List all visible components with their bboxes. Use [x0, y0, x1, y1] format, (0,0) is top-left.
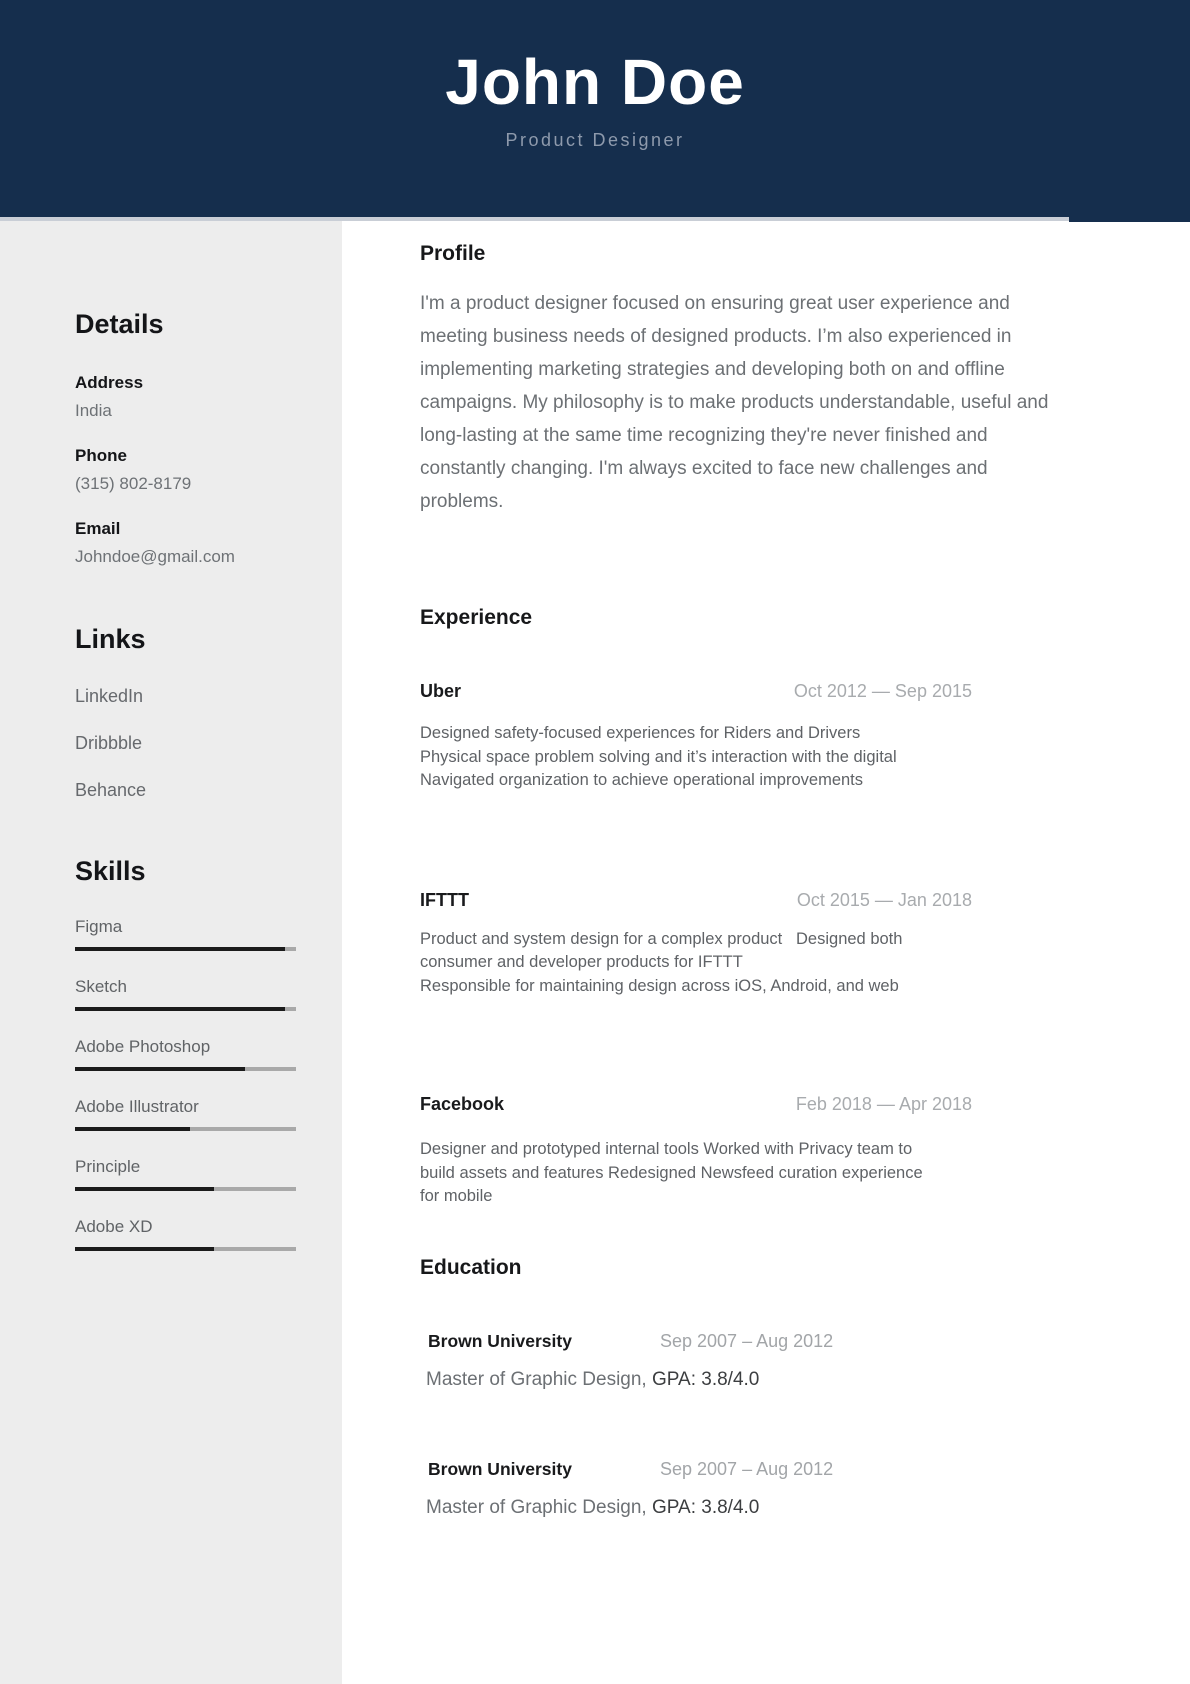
description-line: Product and system design for a complex product Designed both	[420, 929, 903, 948]
skill-label: Figma	[75, 917, 123, 936]
profile-heading: Profile	[420, 242, 486, 265]
skill-bar-fill	[75, 1187, 214, 1191]
link-behance[interactable]: Behance	[75, 780, 147, 800]
phone-label: Phone	[75, 446, 127, 465]
sidebar	[0, 221, 342, 1684]
experience-entry-uber	[420, 679, 1070, 793]
employment-dates: Oct 2015 — Jan 2018	[796, 889, 972, 910]
description-line: Navigated organization to achieve operational improvements	[420, 771, 864, 789]
skill-bar-track	[75, 1007, 296, 1011]
school-name: Brown University	[428, 1458, 572, 1479]
detail-item-address	[75, 372, 296, 422]
link-linkedin[interactable]: LinkedIn	[75, 686, 144, 706]
skill-label: Principle	[75, 1157, 141, 1176]
employment-dates: Feb 2018 — Apr 2018	[795, 1094, 972, 1114]
resume-header	[0, 0, 1190, 217]
skill-label: Adobe XD	[75, 1217, 153, 1236]
description-line: Responsible for maintaining design across iOS, Android, and web	[420, 976, 899, 995]
candidate-job-title: Product Designer	[505, 130, 685, 150]
skill-bar-fill	[75, 1067, 245, 1071]
gpa-text: GPA: 3.8/4.0	[651, 1496, 760, 1518]
skill-figma	[75, 916, 296, 951]
skill-bar-track	[75, 1127, 296, 1131]
company-name: Uber	[420, 681, 462, 701]
school-name: Brown University	[428, 1330, 572, 1351]
skill-label: Adobe Photoshop	[75, 1037, 211, 1056]
skill-principle	[75, 1156, 296, 1191]
skill-bar-track	[75, 1247, 296, 1251]
experience-heading: Experience	[420, 606, 533, 629]
skill-bar-fill	[75, 1007, 285, 1011]
experience-entry-facebook	[420, 1092, 1070, 1209]
employment-dates: Oct 2012 — Sep 2015	[793, 681, 972, 701]
skill-adobe-xd	[75, 1216, 296, 1251]
experience-description	[420, 1138, 1070, 1209]
skill-adobe-illustrator	[75, 1096, 296, 1131]
education-entry	[420, 1329, 1070, 1393]
skill-bar-fill	[75, 1127, 190, 1131]
experience-description	[420, 722, 1070, 793]
address-value: India	[75, 401, 112, 420]
education-heading: Education	[420, 1255, 522, 1279]
description-line: build assets and features Redesigned Newsfeed curation experience	[420, 1163, 923, 1182]
skills-heading: Skills	[75, 856, 146, 886]
description-line: for mobile	[420, 1187, 493, 1205]
description-line: Designer and prototyped internal tools Worked with Privacy team to	[420, 1140, 913, 1158]
degree-text: Master of Graphic Design,	[426, 1496, 652, 1518]
education-dates: Sep 2007 – Aug 2012	[660, 1458, 834, 1479]
details-heading: Details	[75, 309, 164, 339]
education-dates: Sep 2007 – Aug 2012	[660, 1330, 834, 1351]
detail-item-phone	[75, 445, 296, 495]
gpa-text: GPA: 3.8/4.0	[651, 1368, 760, 1390]
skill-bar-track	[75, 947, 296, 951]
skill-bar-fill	[75, 947, 285, 951]
skill-bar-track	[75, 1067, 296, 1071]
address-label: Address	[75, 373, 144, 392]
degree-line	[426, 1495, 1070, 1521]
detail-item-email	[75, 518, 296, 568]
skill-label: Adobe Illustrator	[75, 1097, 199, 1116]
company-name: IFTTT	[420, 889, 469, 910]
company-name: Facebook	[420, 1094, 505, 1114]
experience-entry-ifttt	[420, 888, 1070, 999]
phone-value: (315) 802-8179	[75, 474, 192, 493]
skill-sketch	[75, 976, 296, 1011]
skill-bar-track	[75, 1187, 296, 1191]
description-line: Physical space problem solving and it’s interaction with the digital	[420, 747, 897, 766]
link-dribbble[interactable]: Dribbble	[75, 733, 143, 753]
description-line: consumer and developer products for IFTTT	[420, 953, 743, 971]
main-content	[342, 221, 1190, 1521]
skill-label: Sketch	[75, 977, 127, 996]
email-value: Johndoe@gmail.com	[75, 547, 235, 566]
email-label: Email	[75, 519, 121, 538]
links-heading: Links	[75, 624, 146, 654]
description-line: Designed safety-focused experiences for Riders and Drivers	[420, 724, 861, 742]
skill-bar-fill	[75, 1247, 214, 1251]
skill-adobe-photoshop	[75, 1036, 296, 1071]
candidate-name: John Doe	[445, 46, 745, 118]
education-entry	[420, 1457, 1070, 1521]
experience-description	[420, 928, 1070, 999]
profile-text: I'm a product designer focused on ensuring great user experience and meeting business needs of designed products. I’m also experienced in implementing marketing strategies and developing both on and offline campaigns. My philosophy is to make products understandable, useful and long-lasting at the same time recognizing they're never finished and constantly changing. I'm always excited to face new challenges and problems.	[420, 293, 1049, 512]
degree-text: Master of Graphic Design,	[426, 1368, 652, 1390]
degree-line	[426, 1367, 1070, 1393]
